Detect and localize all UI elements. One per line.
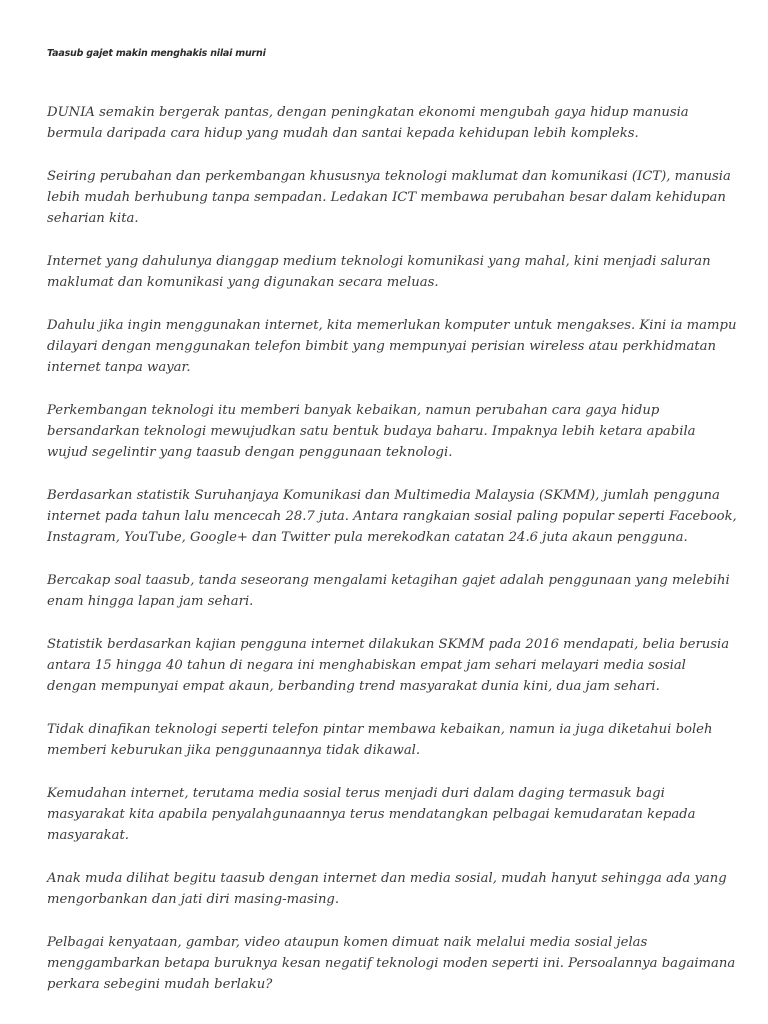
paragraph-6: Berdasarkan statistik Suruhanjaya Komunikasi dan Multimedia Malaysia (SKMM), jumlah pengguna internet pada tahun lalu mencecah 28.7 juta. Antara rangkaian sosial paling popular seperti Facebook, Instagram, YouTube, Google+ dan Twitter pula merekodkan catatan 24.6 juta akaun pengguna. <box>47 488 737 545</box>
paragraph-7: Bercakap soal taasub, tanda seseorang mengalami ketagihan gajet adalah penggunaan yang melebihi enam hingga lapan jam sehari. <box>47 573 730 609</box>
paragraph-4: Dahulu jika ingin menggunakan internet, kita memerlukan komputer untuk mengakses. Kini ia mampu dilayari dengan menggunakan telefon bimbit yang mempunyai perisian wireless atau perkhidmatan internet tanpa wayar. <box>47 318 737 375</box>
paragraph-10: Kemudahan internet, terutama media sosial terus menjadi duri dalam daging termasuk bagi masyarakat kita apabila penyalahgunaannya terus mendatangkan pelbagai kemudaratan kepada masyarakat. <box>47 786 696 843</box>
paragraph-5: Perkembangan teknologi itu memberi banyak kebaikan, namun perubahan cara gaya hidup bersandarkan teknologi mewujudkan satu bentuk budaya baharu. Impaknya lebih ketara apabila wujud segelintir yang taasub dengan penggunaan teknologi. <box>47 403 696 460</box>
paragraph-1: DUNIA semakin bergerak pantas, dengan peningkatan ekonomi mengubah gaya hidup manusia bermula daripada cara hidup yang mudah dan santai kepada kehidupan lebih kompleks. <box>47 105 689 141</box>
paragraph-11: Anak muda dilihat begitu taasub dengan internet dan media sosial, mudah hanyut sehingga ada yang mengorbankan dan jati diri masing-masing. <box>47 871 727 907</box>
document-title: Taasub gajet makin menghakis nilai murni <box>47 48 266 59</box>
article-body <box>47 102 737 1017</box>
paragraph-9: Tidak dinafikan teknologi seperti telefon pintar membawa kebaikan, namun ia juga diketahui boleh memberi keburukan jika penggunaannya tidak dikawal. <box>47 722 713 758</box>
paragraph-2: Seiring perubahan dan perkembangan khususnya teknologi maklumat dan komunikasi (ICT), manusia lebih mudah berhubung tanpa sempadan. Ledakan ICT membawa perubahan besar dalam kehidupan seharian kita. <box>47 169 731 226</box>
paragraph-8: Statistik berdasarkan kajian pengguna internet dilakukan SKMM pada 2016 mendapati, belia berusia antara 15 hingga 40 tahun di negara ini menghabiskan empat jam sehari melayari media sosial dengan mempunyai empat akaun, berbanding trend masyarakat dunia kini, dua jam sehari. <box>47 637 730 694</box>
paragraph-12: Pelbagai kenyataan, gambar, video ataupun komen dimuat naik melalui media sosial jelas menggambarkan betapa buruknya kesan negatif teknologi moden seperti ini. Persoalannya bagaimana perkara sebegini mudah berlaku? <box>47 935 736 992</box>
paragraph-3: Internet yang dahulunya dianggap medium teknologi komunikasi yang mahal, kini menjadi saluran maklumat dan komunikasi yang digunakan secara meluas. <box>47 254 711 290</box>
